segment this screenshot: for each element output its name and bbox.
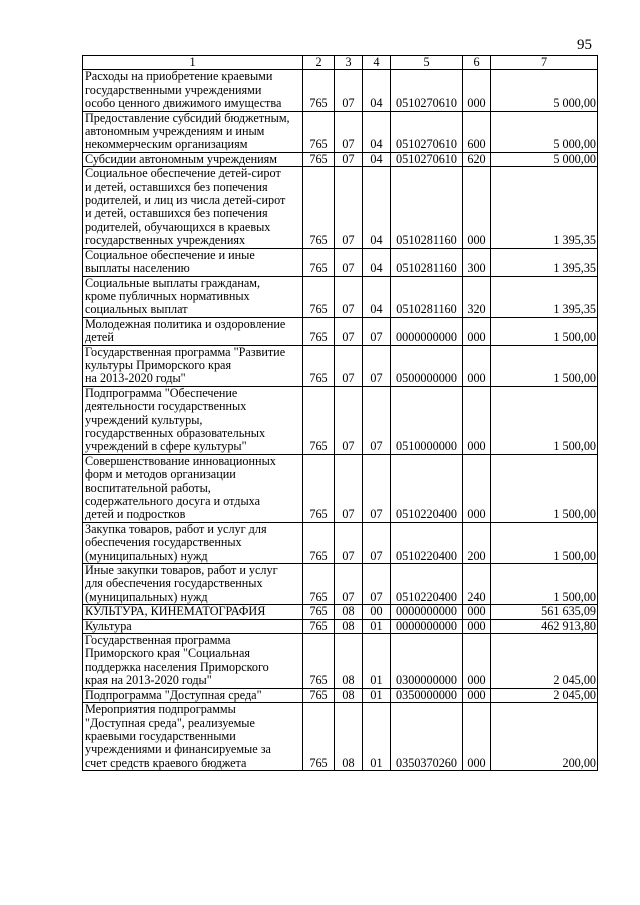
subsection-code: 00 xyxy=(363,605,391,619)
department-code: 765 xyxy=(303,111,335,152)
expense-type-code: 000 xyxy=(463,70,491,111)
amount-cell: 1 395,35 xyxy=(491,167,598,248)
table-row xyxy=(83,688,598,702)
description-line: и детей, оставшихся без попечения xyxy=(85,206,268,221)
table-row xyxy=(83,564,598,605)
expense-type-code: 320 xyxy=(463,276,491,317)
table-row xyxy=(83,167,598,248)
subsection-code: 04 xyxy=(363,70,391,111)
expense-type-code: 000 xyxy=(463,619,491,633)
description-line: счет средств краевого бюджета xyxy=(85,755,247,770)
target-article-code: 0510270610 xyxy=(391,152,463,166)
department-code: 765 xyxy=(303,152,335,166)
budget-table xyxy=(82,55,598,771)
description-line: родителей, и лиц из числа детей-сирот xyxy=(85,193,286,208)
expense-type-code: 000 xyxy=(463,703,491,771)
expense-type-code: 000 xyxy=(463,317,491,345)
description-line: Субсидии автономным учреждениям xyxy=(85,152,277,166)
description-line: Закупка товаров, работ и услуг для xyxy=(85,522,267,536)
table-row xyxy=(83,70,598,111)
header-cell: 2 xyxy=(303,56,335,70)
subsection-code: 07 xyxy=(363,564,391,605)
description-line: родителей, обучающихся в краевых xyxy=(85,219,271,234)
header-cell: 6 xyxy=(463,56,491,70)
table-row xyxy=(83,345,598,386)
department-code: 765 xyxy=(303,386,335,454)
table-header-row xyxy=(83,56,598,70)
row-description xyxy=(83,152,303,166)
department-code: 765 xyxy=(303,70,335,111)
description-line: культуры Приморского края xyxy=(85,357,232,372)
table-row xyxy=(83,276,598,317)
amount-cell: 2 045,00 xyxy=(491,688,598,702)
row-description xyxy=(83,522,303,563)
header-cell: 7 xyxy=(491,56,598,70)
row-description xyxy=(83,345,303,386)
table-row xyxy=(83,454,598,522)
amount-cell: 1 500,00 xyxy=(491,454,598,522)
amount-cell: 2 045,00 xyxy=(491,634,598,689)
subsection-code: 07 xyxy=(363,522,391,563)
amount-cell: 1 500,00 xyxy=(491,564,598,605)
description-line: форм и методов организации xyxy=(85,467,236,482)
target-article-code: 0300000000 xyxy=(391,634,463,689)
description-line: и детей, оставшихся без попечения xyxy=(85,179,268,194)
amount-cell: 1 395,35 xyxy=(491,248,598,276)
expense-type-code: 000 xyxy=(463,454,491,522)
table-row xyxy=(83,703,598,771)
target-article-code: 0000000000 xyxy=(391,605,463,619)
description-line: кроме публичных нормативных xyxy=(85,288,250,303)
subsection-code: 07 xyxy=(363,317,391,345)
description-line: Государственная программа "Развитие xyxy=(85,345,286,359)
description-line: Предоставление субсидий бюджетным, xyxy=(85,111,290,125)
description-line: для обеспечения государственных xyxy=(85,576,263,591)
department-code: 765 xyxy=(303,564,335,605)
target-article-code: 0350370260 xyxy=(391,703,463,771)
description-line: государственными учреждениями xyxy=(85,82,262,97)
target-article-code: 0000000000 xyxy=(391,317,463,345)
row-description xyxy=(83,688,303,702)
description-line: Мероприятия подпрограммы xyxy=(85,702,236,717)
subsection-code: 01 xyxy=(363,634,391,689)
expense-type-code: 200 xyxy=(463,522,491,563)
description-line: Иные закупки товаров, работ и услуг xyxy=(85,563,278,578)
department-code: 765 xyxy=(303,634,335,689)
description-line: поддержка населения Приморского xyxy=(85,659,269,674)
subsection-code: 07 xyxy=(363,454,391,522)
amount-cell: 5 000,00 xyxy=(491,152,598,166)
description-line: Подпрограмма "Доступная среда" xyxy=(85,688,262,702)
description-line: выплаты населению xyxy=(85,261,190,276)
description-line: содержательного досуга и отдыха xyxy=(85,494,260,508)
expense-type-code: 000 xyxy=(463,167,491,248)
row-description xyxy=(83,248,303,276)
section-code: 07 xyxy=(335,276,363,317)
row-description xyxy=(83,619,303,633)
expense-type-code: 000 xyxy=(463,345,491,386)
section-code: 07 xyxy=(335,111,363,152)
description-line: края на 2013-2020 годы" xyxy=(85,673,212,688)
amount-cell: 462 913,80 xyxy=(491,619,598,633)
expense-type-code: 620 xyxy=(463,152,491,166)
subsection-code: 04 xyxy=(363,248,391,276)
table-row xyxy=(83,248,598,276)
expense-type-code: 300 xyxy=(463,248,491,276)
subsection-code: 04 xyxy=(363,111,391,152)
row-description xyxy=(83,276,303,317)
page-number: 95 xyxy=(577,37,592,53)
expense-type-code: 600 xyxy=(463,111,491,152)
header-cell: 4 xyxy=(363,56,391,70)
expense-type-code: 000 xyxy=(463,386,491,454)
description-line: Социальные выплаты гражданам, xyxy=(85,276,261,290)
description-line: Социальное обеспечение и иные xyxy=(85,248,255,262)
target-article-code: 0510281160 xyxy=(391,167,463,248)
subsection-code: 04 xyxy=(363,167,391,248)
target-article-code: 0510000000 xyxy=(391,386,463,454)
row-description xyxy=(83,70,303,111)
subsection-code: 01 xyxy=(363,703,391,771)
amount-cell: 1 395,35 xyxy=(491,276,598,317)
description-line: детей xyxy=(85,330,114,345)
section-code: 07 xyxy=(335,386,363,454)
amount-cell: 1 500,00 xyxy=(491,317,598,345)
department-code: 765 xyxy=(303,619,335,633)
department-code: 765 xyxy=(303,248,335,276)
section-code: 07 xyxy=(335,345,363,386)
description-line: КУЛЬТУРА, КИНЕМАТОГРАФИЯ xyxy=(85,604,266,619)
row-description xyxy=(83,386,303,454)
description-line: детей и подростков xyxy=(85,507,186,522)
description-line: Культура xyxy=(85,619,132,633)
subsection-code: 01 xyxy=(363,619,391,633)
description-line: (муниципальных) нужд xyxy=(85,548,208,563)
section-code: 08 xyxy=(335,634,363,689)
description-line: Подпрограмма "Обеспечение xyxy=(85,386,238,400)
table-row xyxy=(83,386,598,454)
header-cell: 3 xyxy=(335,56,363,70)
description-line: учреждений культуры, xyxy=(85,412,203,427)
description-line: учреждений в сфере культуры" xyxy=(85,439,247,454)
expense-type-code: 000 xyxy=(463,634,491,689)
description-line: социальных выплат xyxy=(85,302,188,317)
amount-cell: 5 000,00 xyxy=(491,70,598,111)
subsection-code: 07 xyxy=(363,386,391,454)
section-code: 07 xyxy=(335,454,363,522)
row-description xyxy=(83,703,303,771)
description-line: на 2013-2020 годы" xyxy=(85,371,186,386)
description-line: Молодежная политика и оздоровление xyxy=(85,317,286,331)
row-description xyxy=(83,167,303,248)
target-article-code: 0350000000 xyxy=(391,688,463,702)
expense-type-code: 240 xyxy=(463,564,491,605)
header-cell: 5 xyxy=(391,56,463,70)
department-code: 765 xyxy=(303,167,335,248)
description-line: учреждениями и финансируемые за xyxy=(85,742,271,757)
row-description xyxy=(83,564,303,605)
description-line: Приморского края "Социальная xyxy=(85,646,250,661)
row-description xyxy=(83,317,303,345)
section-code: 08 xyxy=(335,605,363,619)
description-line: некоммерческим организациям xyxy=(85,137,248,152)
table-row xyxy=(83,634,598,689)
target-article-code: 0510220400 xyxy=(391,454,463,522)
amount-cell: 200,00 xyxy=(491,703,598,771)
department-code: 765 xyxy=(303,688,335,702)
target-article-code: 0510270610 xyxy=(391,70,463,111)
amount-cell: 561 635,09 xyxy=(491,605,598,619)
section-code: 08 xyxy=(335,688,363,702)
section-code: 08 xyxy=(335,619,363,633)
expense-type-code: 000 xyxy=(463,688,491,702)
section-code: 07 xyxy=(335,564,363,605)
description-line: государственных образовательных xyxy=(85,425,266,440)
department-code: 765 xyxy=(303,703,335,771)
department-code: 765 xyxy=(303,345,335,386)
target-article-code: 0510270610 xyxy=(391,111,463,152)
department-code: 765 xyxy=(303,522,335,563)
description-line: "Доступная среда", реализуемые xyxy=(85,715,255,730)
target-article-code: 0510281160 xyxy=(391,248,463,276)
section-code: 07 xyxy=(335,70,363,111)
description-line: автономным учреждениям и иным xyxy=(85,124,265,139)
amount-cell: 1 500,00 xyxy=(491,386,598,454)
department-code: 765 xyxy=(303,605,335,619)
description-line: Совершенствование инновационных xyxy=(85,454,276,468)
target-article-code: 0510220400 xyxy=(391,564,463,605)
table-row xyxy=(83,111,598,152)
subsection-code: 04 xyxy=(363,152,391,166)
target-article-code: 0510220400 xyxy=(391,522,463,563)
description-line: обеспечения государственных xyxy=(85,535,242,550)
description-line: краевыми государственными xyxy=(85,728,236,743)
description-line: Социальное обеспечение детей-сирот xyxy=(85,166,281,181)
section-code: 07 xyxy=(335,167,363,248)
subsection-code: 07 xyxy=(363,345,391,386)
description-line: воспитательной работы, xyxy=(85,480,211,495)
amount-cell: 1 500,00 xyxy=(491,522,598,563)
section-code: 07 xyxy=(335,522,363,563)
subsection-code: 01 xyxy=(363,688,391,702)
row-description xyxy=(83,605,303,619)
row-description xyxy=(83,111,303,152)
table-row xyxy=(83,605,598,619)
description-line: Расходы на приобретение краевыми xyxy=(85,69,273,84)
description-line: деятельности государственных xyxy=(85,399,247,414)
section-code: 07 xyxy=(335,317,363,345)
row-description xyxy=(83,634,303,689)
section-code: 07 xyxy=(335,152,363,166)
section-code: 08 xyxy=(335,703,363,771)
department-code: 765 xyxy=(303,317,335,345)
amount-cell: 1 500,00 xyxy=(491,345,598,386)
description-line: Государственная программа xyxy=(85,633,231,648)
description-line: государственных учреждениях xyxy=(85,233,246,248)
section-code: 07 xyxy=(335,248,363,276)
amount-cell: 5 000,00 xyxy=(491,111,598,152)
table-row xyxy=(83,619,598,633)
table-row xyxy=(83,317,598,345)
department-code: 765 xyxy=(303,276,335,317)
header-cell: 1 xyxy=(83,56,303,70)
subsection-code: 04 xyxy=(363,276,391,317)
description-line: особо ценного движимого имущества xyxy=(85,96,282,111)
target-article-code: 0510281160 xyxy=(391,276,463,317)
target-article-code: 0000000000 xyxy=(391,619,463,633)
table-row xyxy=(83,522,598,563)
target-article-code: 0500000000 xyxy=(391,345,463,386)
department-code: 765 xyxy=(303,454,335,522)
row-description xyxy=(83,454,303,522)
expense-type-code: 000 xyxy=(463,605,491,619)
description-line: (муниципальных) нужд xyxy=(85,589,208,604)
table-row xyxy=(83,152,598,166)
